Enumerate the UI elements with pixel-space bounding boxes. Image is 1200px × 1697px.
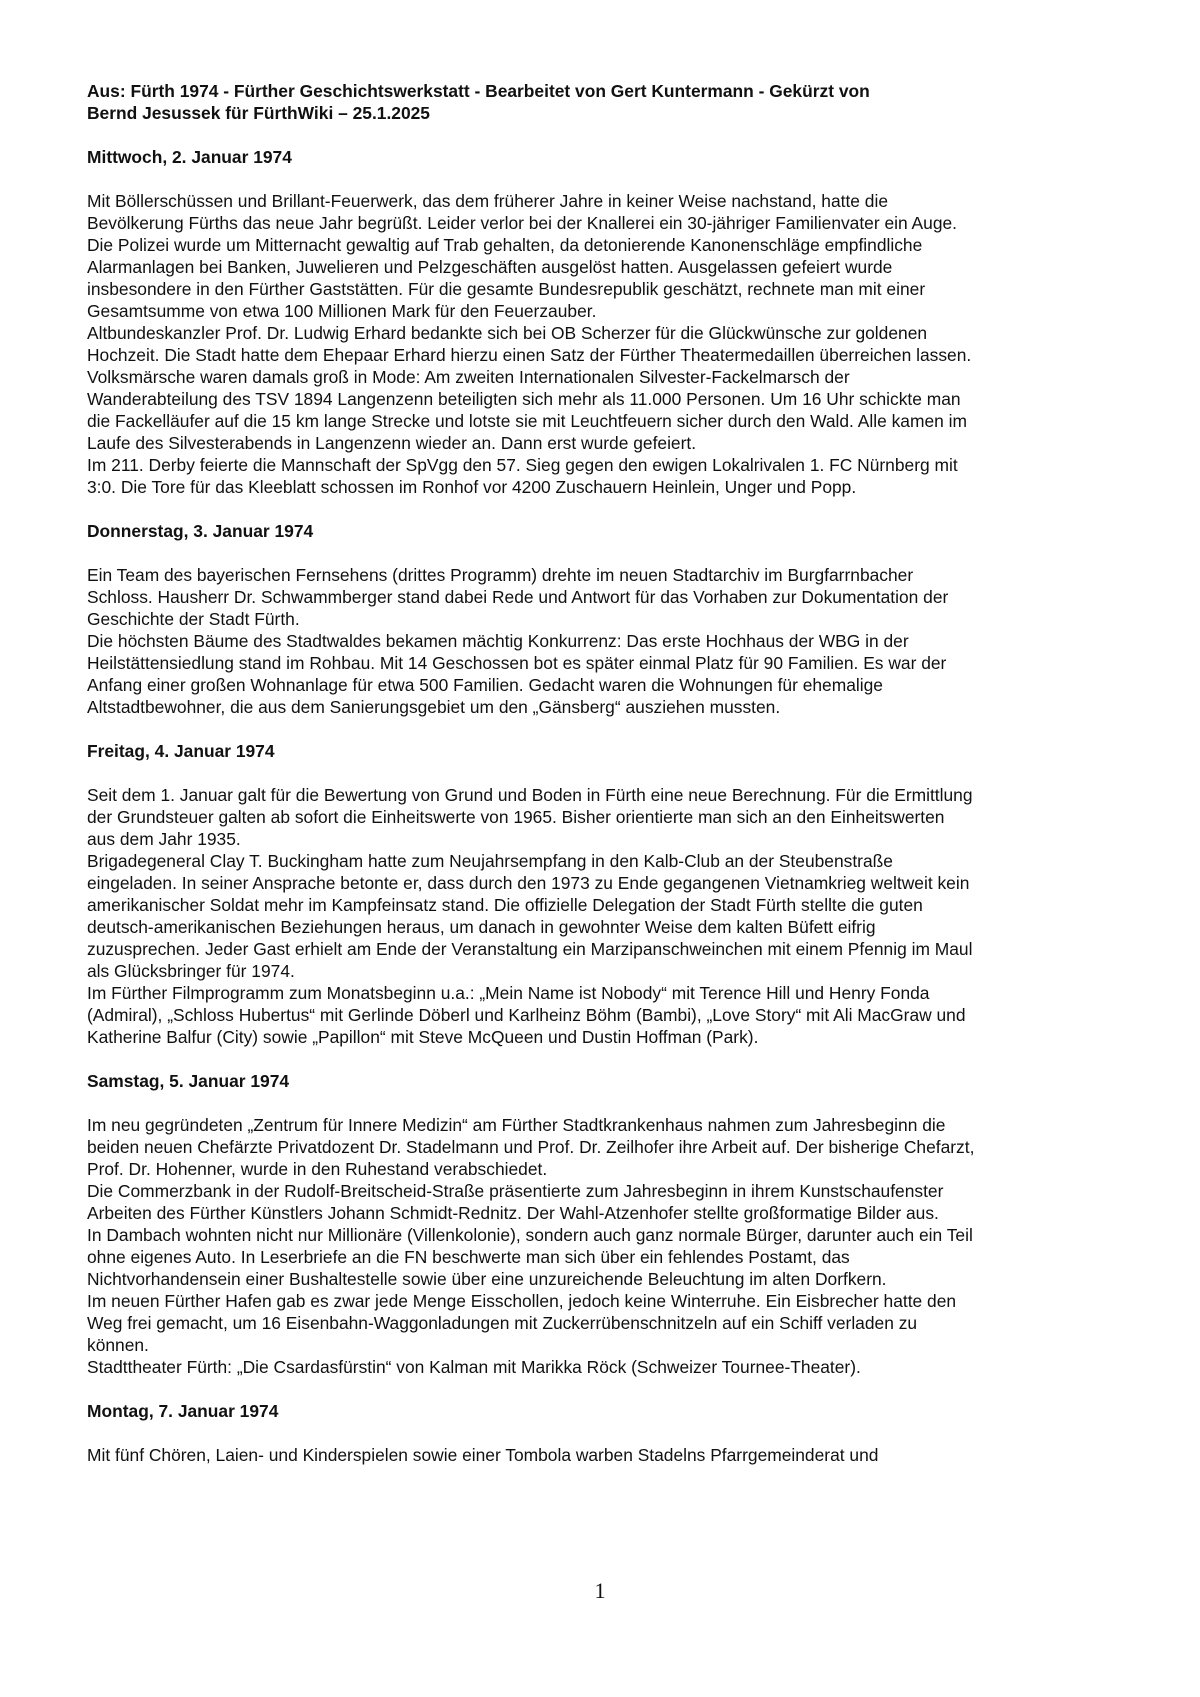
text-line: Gesamtsumme von etwa 100 Millionen Mark für den Feuerzauber.	[87, 301, 597, 321]
text-line: Altstadtbewohner, die aus dem Sanierungsgebiet um den „Gänsberg“ ausziehen mussten.	[87, 697, 781, 717]
text-line: der Grundsteuer galten ab sofort die Einheitswerte von 1965. Bisher orientierte man sich an den Einheitswerten	[87, 807, 945, 827]
text-line: können.	[87, 1335, 149, 1355]
entry-body	[87, 190, 1127, 498]
text-line: Ein Team des bayerischen Fernsehens (drittes Programm) drehte im neuen Stadtarchiv im Burgfarrnbacher	[87, 565, 914, 585]
diary-entry	[87, 740, 1127, 1048]
text-line: Altbundeskanzler Prof. Dr. Ludwig Erhard bedankte sich bei OB Scherzer für die Glückwünsche zur goldenen	[87, 323, 928, 343]
text-line: Bevölkerung Fürths das neue Jahr begrüßt. Leider verlor bei der Knallerei ein 30-jähriger Familienvater ein Auge.	[87, 213, 958, 233]
text-line: (Admiral), „Schloss Hubertus“ mit Gerlinde Döberl und Karlheinz Böhm (Bambi), „Love Story“ mit Ali MacGraw und	[87, 1005, 966, 1025]
text-line: 3:0. Die Tore für das Kleeblatt schossen im Ronhof vor 4200 Zuschauern Heinlein, Unger und Popp.	[87, 477, 857, 497]
text-line: Heilstättensiedlung stand im Rohbau. Mit 14 Geschossen bot es später einmal Platz für 90 Familien. Es war der	[87, 653, 947, 673]
text-line: Nichtvorhandensein einer Bushaltestelle sowie über eine unzureichende Beleuchtung im alten Dorfkern.	[87, 1269, 887, 1289]
text-line: Laufe des Silvesterabends in Langenzenn wieder an. Dann erst wurde gefeiert.	[87, 433, 697, 453]
text-line: In Dambach wohnten nicht nur Millionäre (Villenkolonie), sondern auch ganz normale Bürger, darunter auch ein Teil	[87, 1225, 973, 1245]
text-line: Die Polizei wurde um Mitternacht gewaltig auf Trab gehalten, da detonierende Kanonenschläge empfindliche	[87, 235, 923, 255]
text-line: die Fackelläufer auf die 15 km lange Strecke und lotste sie mit Leuchtfeuern sicher durch den Wald. Alle kamen im	[87, 411, 967, 431]
text-line: aus dem Jahr 1935.	[87, 829, 241, 849]
text-line: Im neu gegründeten „Zentrum für Innere Medizin“ am Fürther Stadtkrankenhaus nahmen zum Jahresbeginn die	[87, 1115, 946, 1135]
entry-body	[87, 1114, 1127, 1378]
day-heading: Samstag, 5. Januar 1974	[87, 1071, 290, 1091]
day-heading: Freitag, 4. Januar 1974	[87, 741, 275, 761]
diary-sections	[87, 146, 1127, 1466]
header-line: Bernd Jesussek für FürthWiki – 25.1.2025	[87, 103, 430, 123]
entry-body	[87, 564, 1127, 718]
day-heading: Donnerstag, 3. Januar 1974	[87, 521, 314, 541]
text-line: Schloss. Hausherr Dr. Schwammberger stand dabei Rede und Antwort für das Vorhaben zur Dokumentation der	[87, 587, 949, 607]
text-line: Geschichte der Stadt Fürth.	[87, 609, 300, 629]
text-line: Mit Böllerschüssen und Brillant-Feuerwerk, das dem früherer Jahre in keiner Weise nachstand, hatte die	[87, 191, 889, 211]
text-line: Prof. Dr. Hohenner, wurde in den Ruhestand verabschiedet.	[87, 1159, 548, 1179]
header-line: Aus: Fürth 1974 - Fürther Geschichtswerkstatt - Bearbeitet von Gert Kuntermann - Gekürzt von	[87, 81, 870, 101]
text-line: insbesondere in den Fürther Gaststätten. Für die gesamte Bundesrepublik geschätzt, rechnete man mit einer	[87, 279, 926, 299]
day-heading: Mittwoch, 2. Januar 1974	[87, 147, 292, 167]
diary-entry	[87, 520, 1127, 718]
document-page	[87, 80, 1127, 1488]
text-line: beiden neuen Chefärzte Privatdozent Dr. Stadelmann und Prof. Dr. Zeilhofer ihre Arbeit auf. Der bisherige Chefarzt,	[87, 1137, 975, 1157]
diary-entry	[87, 1400, 1127, 1466]
text-line: Katherine Balfur (City) sowie „Papillon“ mit Steve McQueen und Dustin Hoffman (Park).	[87, 1027, 759, 1047]
diary-entry	[87, 1070, 1127, 1378]
text-line: amerikanischer Soldat mehr im Kampfeinsatz stand. Die offizielle Delegation der Stadt Fürth stellte die guten	[87, 895, 923, 915]
text-line: Weg frei gemacht, um 16 Eisenbahn-Waggonladungen mit Zuckerrübenschnitzeln auf ein Schiff verladen zu	[87, 1313, 918, 1333]
text-line: Hochzeit. Die Stadt hatte dem Ehepaar Erhard hierzu einen Satz der Fürther Theatermedaillen überreichen lassen.	[87, 345, 972, 365]
page-number: 1	[594, 1578, 606, 1603]
text-line: Die höchsten Bäume des Stadtwaldes bekamen mächtig Konkurrenz: Das erste Hochhaus der WBG in der	[87, 631, 909, 651]
text-line: zuzusprechen. Jeder Gast erhielt am Ende der Veranstaltung ein Marzipanschweinchen mit einem Pfennig im Maul	[87, 939, 973, 959]
entry-body	[87, 784, 1127, 1048]
text-line: Mit fünf Chören, Laien- und Kinderspielen sowie einer Tombola warben Stadelns Pfarrgemeinderat und	[87, 1445, 879, 1465]
text-line: Alarmanlagen bei Banken, Juwelieren und Pelzgeschäften ausgelöst hatten. Ausgelassen gefeiert wurde	[87, 257, 893, 277]
text-line: Seit dem 1. Januar galt für die Bewertung von Grund und Boden in Fürth eine neue Berechnung. Für die Ermittlung	[87, 785, 973, 805]
text-line: Wanderabteilung des TSV 1894 Langenzenn beteiligten sich mehr als 11.000 Personen. Um 16 Uhr schickte man	[87, 389, 961, 409]
text-line: Die Commerzbank in der Rudolf-Breitscheid-Straße präsentierte zum Jahresbeginn in ihrem Kunstschaufenster	[87, 1181, 944, 1201]
text-line: Im Fürther Filmprogramm zum Monatsbeginn u.a.: „Mein Name ist Nobody“ mit Terence Hill und Henry Fonda	[87, 983, 930, 1003]
text-line: als Glücksbringer für 1974.	[87, 961, 295, 981]
text-line: Stadttheater Fürth: „Die Csardasfürstin“ von Kalman mit Marikka Röck (Schweizer Tournee-Theater).	[87, 1357, 861, 1377]
day-heading: Montag, 7. Januar 1974	[87, 1401, 279, 1421]
text-line: Im neuen Fürther Hafen gab es zwar jede Menge Eisschollen, jedoch keine Winterruhe. Ein Eisbrecher hatte den	[87, 1291, 957, 1311]
text-line: Brigadegeneral Clay T. Buckingham hatte zum Neujahrsempfang in den Kalb-Club an der Steubenstraße	[87, 851, 893, 871]
document-source-header	[87, 80, 1127, 124]
entry-body	[87, 1444, 1127, 1466]
text-line: Arbeiten des Fürther Künstlers Johann Schmidt-Rednitz. Der Wahl-Atzenhofer stellte großformatige Bilder aus.	[87, 1203, 939, 1223]
text-line: Im 211. Derby feierte die Mannschaft der SpVgg den 57. Sieg gegen den ewigen Lokalrivalen 1. FC Nürnberg mit	[87, 455, 958, 475]
text-line: eingeladen. In seiner Ansprache betonte er, dass durch den 1973 zu Ende gegangenen Vietnamkrieg weltweit kein	[87, 873, 970, 893]
text-line: deutsch-amerikanischen Beziehungen heraus, um danach in gewohnter Weise dem kalten Büfett eifrig	[87, 917, 876, 937]
text-line: Volksmärsche waren damals groß in Mode: Am zweiten Internationalen Silvester-Fackelmarsch der	[87, 367, 850, 387]
text-line: ohne eigenes Auto. In Leserbriefe an die FN beschwerte man sich über ein fehlendes Postamt, das	[87, 1247, 850, 1267]
text-line: Anfang einer großen Wohnanlage für etwa 500 Familien. Gedacht waren die Wohnungen für ehemalige	[87, 675, 883, 695]
diary-entry	[87, 146, 1127, 498]
